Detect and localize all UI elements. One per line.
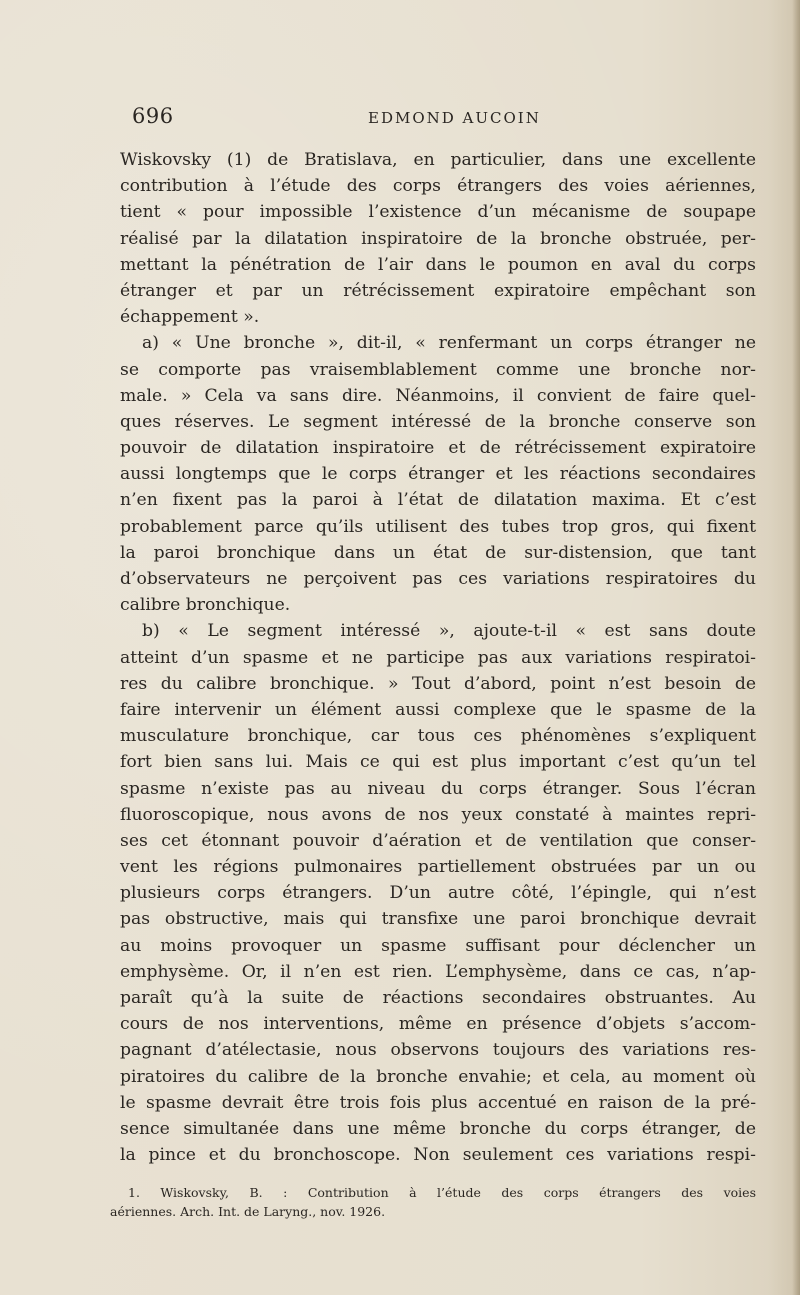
text-line: échappement ». — [120, 307, 260, 328]
footnote-line: 1. Wiskovsky, B. : Contribution à l’étude des corps étrangers des voies — [128, 1185, 756, 1200]
text-line: calibre bronchique. — [120, 595, 291, 616]
text-line: tient « pour impossible l’existence d’un mécanisme de soupape — [120, 202, 756, 223]
page-number: 696 — [132, 104, 174, 128]
text-line: Wiskovsky (1) de Bratislava, en particulier, dans une excellente — [120, 150, 756, 170]
text-line: paraît qu’à la suite de réactions secondaires obstruantes. Au — [120, 988, 756, 1008]
text-line: a) « Une bronche », dit-il, « renfermant un corps étranger ne — [142, 333, 756, 354]
text-line: piratoires du calibre de la bronche envahie; et cela, au moment où — [120, 1066, 756, 1087]
text-line: emphysème. Or, il n’en est rien. L’emphysème, dans ce cas, n’ap- — [120, 961, 756, 982]
text-line: musculature bronchique, car tous ces phénomènes s’expliquent — [120, 726, 756, 747]
text-line: ques réserves. Le segment intéressé de la bronche conserve son — [120, 411, 756, 432]
text-line: fort bien sans lui. Mais ce qui est plus important c’est qu’un tel — [120, 752, 756, 773]
body-text — [120, 147, 756, 1168]
text-line: res du calibre bronchique. » Tout d’abord, point n’est besoin de — [120, 673, 756, 694]
text-line: d’observateurs ne perçoivent pas ces variations respiratoires du — [120, 569, 756, 589]
text-line: au moins provoquer un spasme suffisant pour déclencher un — [120, 935, 756, 956]
page-header — [132, 104, 757, 132]
text-line: contribution à l’étude des corps étrangers des voies aériennes, — [120, 176, 756, 197]
text-line: aussi longtemps que le corps étranger et les réactions secondaires — [120, 464, 756, 485]
text-line: réalisé par la dilatation inspiratoire de la bronche obstruée, per- — [120, 228, 756, 249]
page-edge-shadow — [792, 0, 800, 1295]
text-line: cours de nos interventions, même en présence d’objets s’accom- — [120, 1014, 756, 1035]
text-line: pas obstructive, mais qui transfixe une paroi bronchique devrait — [120, 909, 756, 930]
text-line: vent les régions pulmonaires partiellement obstruées par un ou — [120, 857, 756, 878]
text-line: atteint d’un spasme et ne participe pas aux variations respiratoi- — [120, 647, 756, 668]
text-line: ses cet étonnant pouvoir d’aération et de ventilation que conser- — [120, 830, 756, 851]
text-line: pouvoir de dilatation inspiratoire et de rétrécissement expiratoire — [120, 438, 756, 459]
text-line: la pince et du bronchoscope. Non seulement ces variations respi- — [120, 1145, 756, 1166]
text-line: n’en fixent pas la paroi à l’état de dilatation maxima. Et c’est — [120, 490, 756, 511]
footnote — [110, 1183, 756, 1221]
footnote-line: aériennes. Arch. Int. de Laryng., nov. 1926. — [110, 1204, 386, 1219]
text-line: male. » Cela va sans dire. Néanmoins, il convient de faire quel- — [120, 385, 756, 406]
text-line: pagnant d’atélectasie, nous observons toujours des variations res- — [120, 1040, 756, 1061]
running-title: EDMOND AUCOIN — [368, 109, 541, 127]
text-line: sence simultanée dans une même bronche du corps étranger, de — [120, 1118, 756, 1139]
text-line: la paroi bronchique dans un état de sur-distension, que tant — [120, 542, 756, 563]
text-line: le spasme devrait être trois fois plus accentué en raison de la pré- — [120, 1092, 756, 1113]
text-line: plusieurs corps étrangers. D’un autre côté, l’épingle, qui n’est — [120, 883, 756, 904]
text-line: mettant la pénétration de l’air dans le poumon en aval du corps — [120, 254, 756, 275]
text-line: se comporte pas vraisemblablement comme une bronche nor- — [120, 359, 756, 380]
text-line: probablement parce qu’ils utilisent des tubes trop gros, qui fixent — [120, 516, 756, 537]
text-line: fluoroscopique, nous avons de nos yeux constaté à maintes repri- — [120, 804, 756, 825]
text-line: étranger et par un rétrécissement expiratoire empêchant son — [120, 280, 756, 301]
text-line: b) « Le segment intéressé », ajoute-t-il « est sans doute — [142, 621, 756, 642]
text-line: faire intervenir un élément aussi complexe que le spasme de la — [120, 699, 756, 720]
text-line: spasme n’existe pas au niveau du corps étranger. Sous l’écran — [120, 778, 756, 799]
